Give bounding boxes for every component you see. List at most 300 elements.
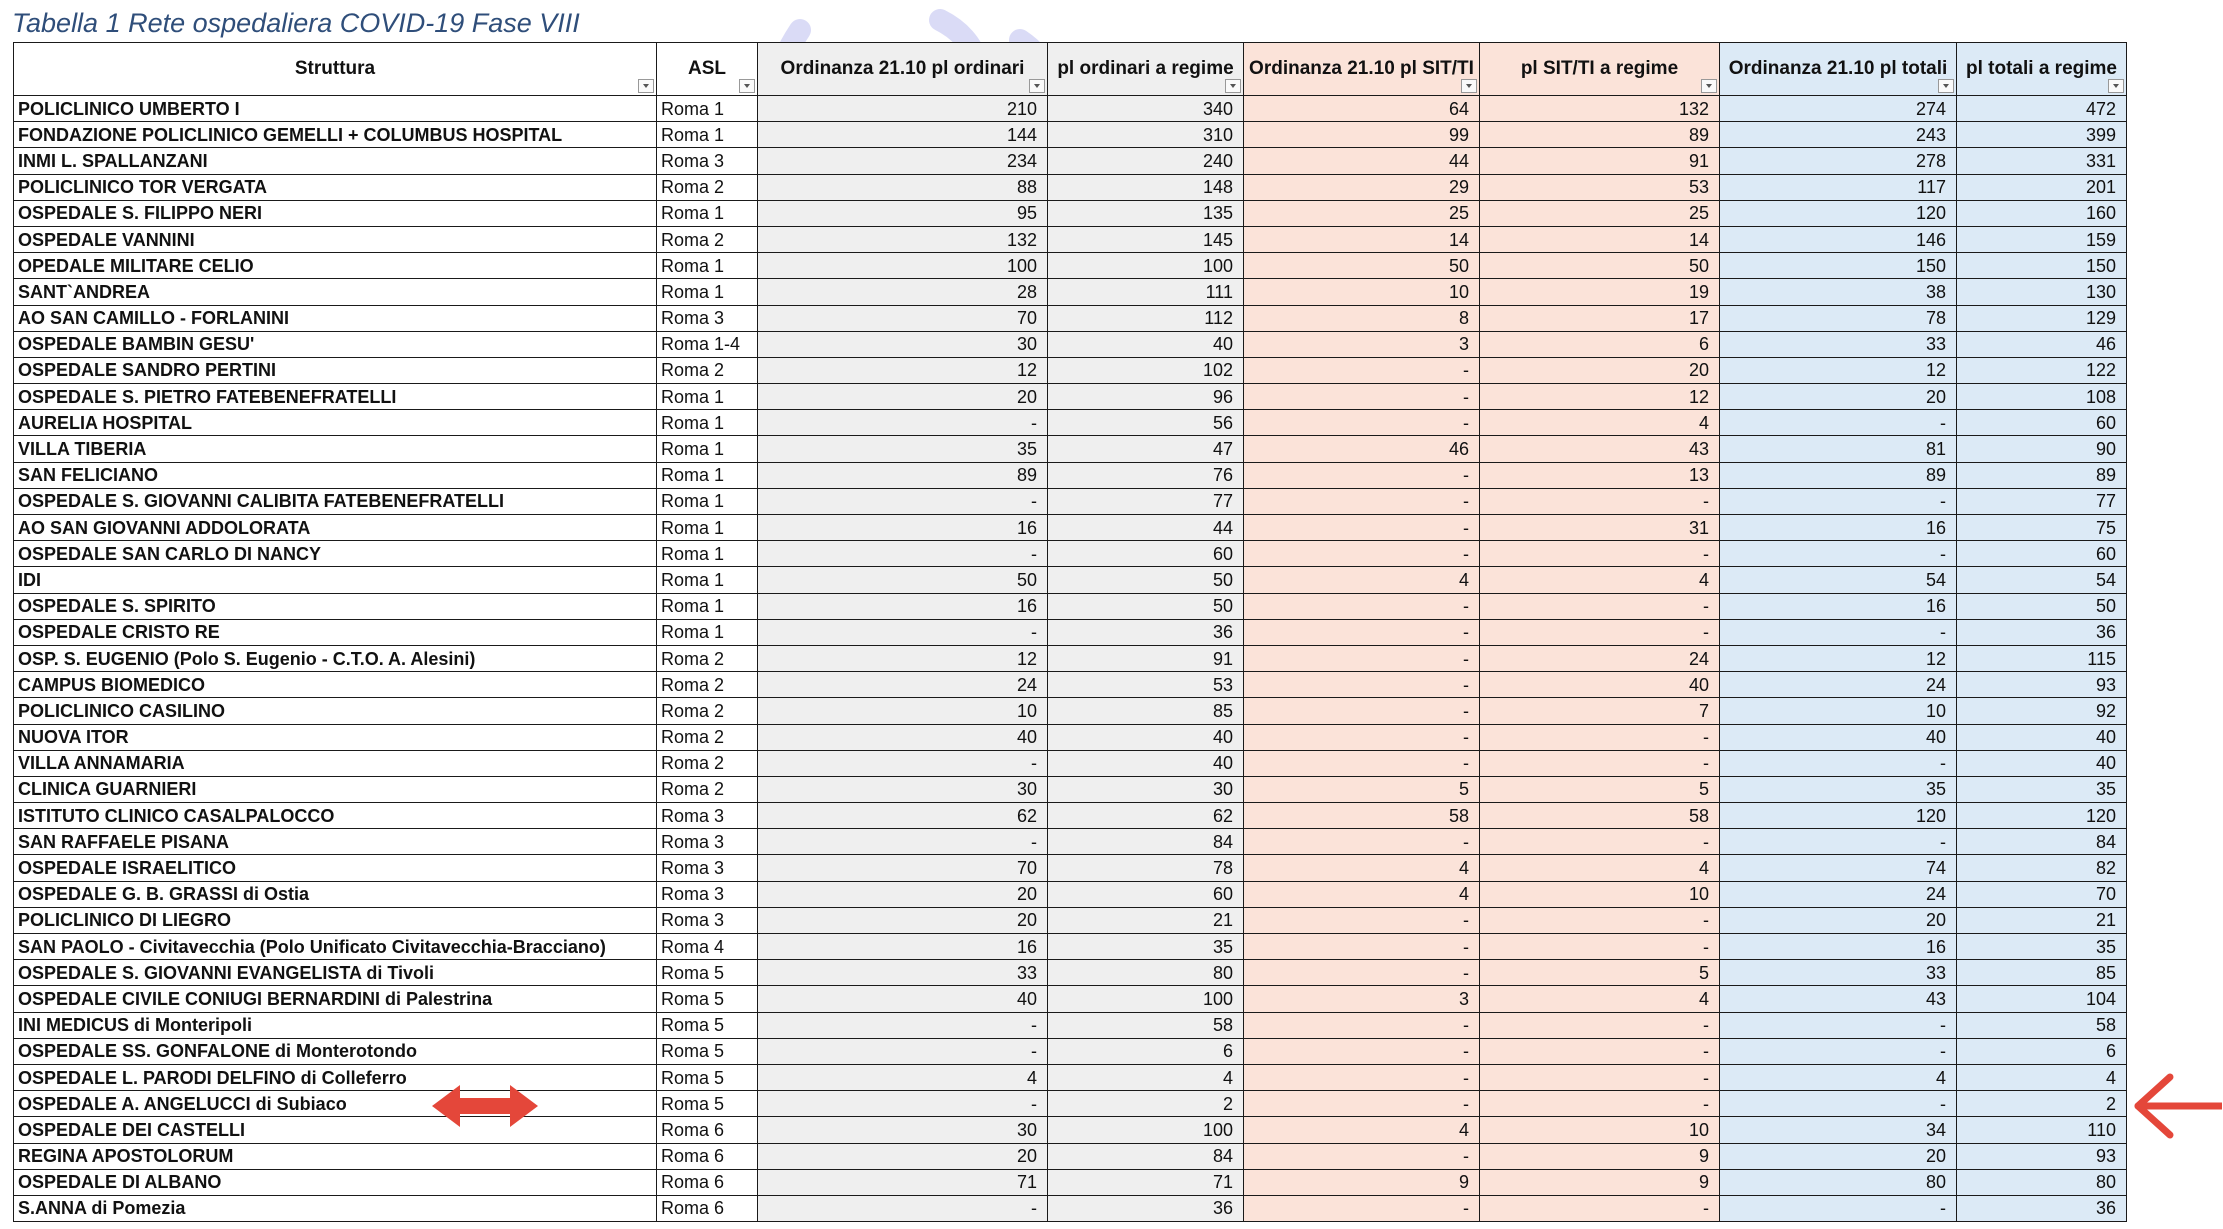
cell-totali-regime: 36 — [1957, 619, 2127, 645]
cell-ord-totali: 40 — [1720, 724, 1957, 750]
cell-struttura: OSPEDALE L. PARODI DELFINO di Colleferro — [14, 1064, 657, 1090]
left-arrow-icon — [2130, 1073, 2222, 1139]
cell-ord-sitti: - — [1244, 934, 1480, 960]
cell-ordinari-regime: 111 — [1048, 279, 1244, 305]
table-row — [14, 462, 2127, 488]
cell-totali-regime: 104 — [1957, 986, 2127, 1012]
table-row — [14, 357, 2127, 383]
cell-struttura: AO SAN GIOVANNI ADDOLORATA — [14, 515, 657, 541]
filter-dropdown-icon[interactable] — [2108, 79, 2124, 93]
cell-struttura: POLICLINICO CASILINO — [14, 698, 657, 724]
hospital-network-table — [13, 42, 2127, 1222]
cell-asl: Roma 1 — [657, 279, 758, 305]
cell-asl: Roma 3 — [657, 881, 758, 907]
cell-sitti-regime: 14 — [1480, 226, 1720, 252]
cell-ord-totali: - — [1720, 1012, 1957, 1038]
cell-totali-regime: 159 — [1957, 226, 2127, 252]
cell-sitti-regime: - — [1480, 1091, 1720, 1117]
cell-asl: Roma 1 — [657, 384, 758, 410]
cell-sitti-regime: 31 — [1480, 515, 1720, 541]
cell-struttura: SAN FELICIANO — [14, 462, 657, 488]
cell-struttura: OSP. S. EUGENIO (Polo S. Eugenio - C.T.O. A. Alesini) — [14, 645, 657, 671]
cell-totali-regime: 90 — [1957, 436, 2127, 462]
cell-ordinari-regime: 77 — [1048, 488, 1244, 514]
cell-totali-regime: 77 — [1957, 488, 2127, 514]
cell-ordinari-regime: 100 — [1048, 253, 1244, 279]
cell-ord-ordinari: 234 — [758, 148, 1048, 174]
cell-ord-sitti: 25 — [1244, 200, 1480, 226]
cell-sitti-regime: 4 — [1480, 410, 1720, 436]
cell-ord-sitti: - — [1244, 1064, 1480, 1090]
cell-struttura: OSPEDALE CIVILE CONIUGI BERNARDINI di Palestrina — [14, 986, 657, 1012]
header-sitti-regime — [1480, 43, 1720, 96]
filter-dropdown-icon[interactable] — [1225, 79, 1241, 93]
cell-sitti-regime: 43 — [1480, 436, 1720, 462]
cell-sitti-regime: - — [1480, 829, 1720, 855]
cell-ordinari-regime: 100 — [1048, 1117, 1244, 1143]
cell-totali-regime: 92 — [1957, 698, 2127, 724]
cell-ordinari-regime: 44 — [1048, 515, 1244, 541]
cell-totali-regime: 130 — [1957, 279, 2127, 305]
table-row — [14, 96, 2127, 122]
cell-ordinari-regime: 310 — [1048, 122, 1244, 148]
cell-ord-totali: 243 — [1720, 122, 1957, 148]
cell-ord-totali: - — [1720, 488, 1957, 514]
cell-struttura: REGINA APOSTOLORUM — [14, 1143, 657, 1169]
header-ord-ordinari — [758, 43, 1048, 96]
cell-ordinari-regime: 91 — [1048, 645, 1244, 671]
cell-struttura: ISTITUTO CLINICO CASALPALOCCO — [14, 803, 657, 829]
cell-sitti-regime: - — [1480, 593, 1720, 619]
cell-ord-sitti: - — [1244, 1143, 1480, 1169]
cell-struttura: FONDAZIONE POLICLINICO GEMELLI + COLUMBUS HOSPITAL — [14, 122, 657, 148]
header-label: Ordinanza 21.10 pl ordinari — [780, 58, 1025, 79]
cell-ord-sitti: 46 — [1244, 436, 1480, 462]
cell-ord-ordinari: 12 — [758, 357, 1048, 383]
cell-ordinari-regime: 53 — [1048, 672, 1244, 698]
cell-ord-sitti: - — [1244, 645, 1480, 671]
cell-sitti-regime: 5 — [1480, 960, 1720, 986]
cell-ord-sitti: 4 — [1244, 855, 1480, 881]
cell-ord-sitti: - — [1244, 1091, 1480, 1117]
cell-ord-totali: 20 — [1720, 1143, 1957, 1169]
cell-struttura: CLINICA GUARNIERI — [14, 776, 657, 802]
cell-asl: Roma 1 — [657, 515, 758, 541]
cell-ord-totali: 4 — [1720, 1064, 1957, 1090]
cell-asl: Roma 1 — [657, 410, 758, 436]
cell-sitti-regime: 50 — [1480, 253, 1720, 279]
table-row — [14, 410, 2127, 436]
cell-struttura: POLICLINICO UMBERTO I — [14, 96, 657, 122]
cell-ord-sitti: - — [1244, 1038, 1480, 1064]
cell-struttura: AURELIA HOSPITAL — [14, 410, 657, 436]
cell-asl: Roma 1 — [657, 96, 758, 122]
cell-ordinari-regime: 340 — [1048, 96, 1244, 122]
table-row — [14, 803, 2127, 829]
table-row — [14, 567, 2127, 593]
cell-ord-totali: 274 — [1720, 96, 1957, 122]
header-ord-sitti — [1244, 43, 1480, 96]
cell-ord-sitti: 14 — [1244, 226, 1480, 252]
cell-ord-sitti: 50 — [1244, 253, 1480, 279]
cell-ord-ordinari: 20 — [758, 1143, 1048, 1169]
filter-dropdown-icon[interactable] — [1461, 79, 1477, 93]
cell-asl: Roma 3 — [657, 305, 758, 331]
cell-ord-totali: 20 — [1720, 907, 1957, 933]
cell-ord-ordinari: 62 — [758, 803, 1048, 829]
cell-asl: Roma 5 — [657, 1091, 758, 1117]
table-row — [14, 986, 2127, 1012]
cell-ordinari-regime: 40 — [1048, 724, 1244, 750]
cell-totali-regime: 331 — [1957, 148, 2127, 174]
cell-ord-totali: 35 — [1720, 776, 1957, 802]
cell-ord-totali: 54 — [1720, 567, 1957, 593]
cell-ord-totali: 120 — [1720, 803, 1957, 829]
cell-struttura: OSPEDALE SANDRO PERTINI — [14, 357, 657, 383]
cell-struttura: CAMPUS BIOMEDICO — [14, 672, 657, 698]
cell-sitti-regime: - — [1480, 619, 1720, 645]
cell-sitti-regime: - — [1480, 488, 1720, 514]
cell-totali-regime: 110 — [1957, 1117, 2127, 1143]
cell-ord-sitti: 44 — [1244, 148, 1480, 174]
cell-ordinari-regime: 71 — [1048, 1169, 1244, 1195]
cell-sitti-regime: - — [1480, 1038, 1720, 1064]
cell-totali-regime: 80 — [1957, 1169, 2127, 1195]
cell-struttura: POLICLINICO DI LIEGRO — [14, 907, 657, 933]
cell-ord-sitti: 3 — [1244, 986, 1480, 1012]
cell-ord-ordinari: - — [758, 488, 1048, 514]
cell-ord-sitti: 5 — [1244, 776, 1480, 802]
cell-sitti-regime: - — [1480, 1012, 1720, 1038]
cell-ordinari-regime: 80 — [1048, 960, 1244, 986]
cell-totali-regime: 122 — [1957, 357, 2127, 383]
cell-struttura: OSPEDALE BAMBIN GESU' — [14, 331, 657, 357]
cell-ord-totali: 78 — [1720, 305, 1957, 331]
table-row — [14, 724, 2127, 750]
cell-ord-sitti: 4 — [1244, 567, 1480, 593]
cell-ordinari-regime: 96 — [1048, 384, 1244, 410]
cell-asl: Roma 1 — [657, 619, 758, 645]
cell-asl: Roma 1 — [657, 593, 758, 619]
cell-totali-regime: 70 — [1957, 881, 2127, 907]
cell-totali-regime: 2 — [1957, 1091, 2127, 1117]
table-row — [14, 200, 2127, 226]
cell-ord-totali: - — [1720, 410, 1957, 436]
cell-ord-ordinari: 70 — [758, 855, 1048, 881]
cell-asl: Roma 6 — [657, 1169, 758, 1195]
cell-ord-ordinari: - — [758, 410, 1048, 436]
header-ordinari-regime — [1048, 43, 1244, 96]
cell-ord-sitti: - — [1244, 698, 1480, 724]
cell-ordinari-regime: 50 — [1048, 567, 1244, 593]
cell-struttura: S.ANNA di Pomezia — [14, 1195, 657, 1221]
cell-ord-totali: - — [1720, 829, 1957, 855]
cell-asl: Roma 1 — [657, 488, 758, 514]
cell-asl: Roma 5 — [657, 986, 758, 1012]
cell-ord-ordinari: 210 — [758, 96, 1048, 122]
cell-struttura: OSPEDALE VANNINI — [14, 226, 657, 252]
cell-struttura: OSPEDALE SS. GONFALONE di Monterotondo — [14, 1038, 657, 1064]
cell-ord-sitti: - — [1244, 410, 1480, 436]
cell-asl: Roma 1 — [657, 122, 758, 148]
cell-totali-regime: 6 — [1957, 1038, 2127, 1064]
header-label: Struttura — [294, 58, 376, 79]
cell-ord-totali: 38 — [1720, 279, 1957, 305]
cell-ord-totali: 150 — [1720, 253, 1957, 279]
cell-asl: Roma 1 — [657, 567, 758, 593]
cell-ord-totali: 12 — [1720, 357, 1957, 383]
cell-struttura: OSPEDALE ISRAELITICO — [14, 855, 657, 881]
cell-asl: Roma 3 — [657, 907, 758, 933]
cell-ordinari-regime: 58 — [1048, 1012, 1244, 1038]
cell-totali-regime: 60 — [1957, 541, 2127, 567]
cell-ord-sitti: 3 — [1244, 331, 1480, 357]
cell-totali-regime: 58 — [1957, 1012, 2127, 1038]
cell-sitti-regime: 13 — [1480, 462, 1720, 488]
cell-totali-regime: 40 — [1957, 750, 2127, 776]
cell-sitti-regime: 12 — [1480, 384, 1720, 410]
cell-ordinari-regime: 84 — [1048, 1143, 1244, 1169]
cell-ord-totali: 80 — [1720, 1169, 1957, 1195]
cell-ord-sitti: - — [1244, 672, 1480, 698]
cell-ord-totali: 43 — [1720, 986, 1957, 1012]
cell-asl: Roma 2 — [657, 645, 758, 671]
cell-ord-ordinari: 16 — [758, 934, 1048, 960]
cell-sitti-regime: 20 — [1480, 357, 1720, 383]
header-struttura — [14, 43, 657, 96]
cell-struttura: OSPEDALE A. ANGELUCCI di Subiaco — [14, 1091, 657, 1117]
cell-asl: Roma 1 — [657, 462, 758, 488]
cell-asl: Roma 3 — [657, 148, 758, 174]
cell-struttura: SAN RAFFAELE PISANA — [14, 829, 657, 855]
cell-ord-sitti: - — [1244, 724, 1480, 750]
cell-sitti-regime: 9 — [1480, 1143, 1720, 1169]
cell-sitti-regime: 7 — [1480, 698, 1720, 724]
cell-totali-regime: 115 — [1957, 645, 2127, 671]
cell-ord-sitti: - — [1244, 357, 1480, 383]
cell-sitti-regime: - — [1480, 724, 1720, 750]
table-row — [14, 488, 2127, 514]
cell-totali-regime: 472 — [1957, 96, 2127, 122]
header-row — [14, 43, 2127, 96]
cell-struttura: SANT`ANDREA — [14, 279, 657, 305]
cell-struttura: POLICLINICO TOR VERGATA — [14, 174, 657, 200]
table-row — [14, 881, 2127, 907]
table-row — [14, 1038, 2127, 1064]
cell-ord-ordinari: 10 — [758, 698, 1048, 724]
cell-asl: Roma 6 — [657, 1143, 758, 1169]
cell-ordinari-regime: 36 — [1048, 1195, 1244, 1221]
cell-sitti-regime: 10 — [1480, 1117, 1720, 1143]
cell-totali-regime: 75 — [1957, 515, 2127, 541]
filter-dropdown-icon[interactable] — [1938, 79, 1954, 93]
cell-sitti-regime: - — [1480, 934, 1720, 960]
table-row — [14, 1169, 2127, 1195]
cell-struttura: OSPEDALE DI ALBANO — [14, 1169, 657, 1195]
table-row — [14, 541, 2127, 567]
table-row — [14, 855, 2127, 881]
cell-ordinari-regime: 85 — [1048, 698, 1244, 724]
cell-ordinari-regime: 35 — [1048, 934, 1244, 960]
cell-asl: Roma 1 — [657, 200, 758, 226]
cell-ord-ordinari: 88 — [758, 174, 1048, 200]
table-row — [14, 1012, 2127, 1038]
cell-totali-regime: 85 — [1957, 960, 2127, 986]
filter-dropdown-icon[interactable] — [739, 79, 755, 93]
cell-ord-ordinari: 20 — [758, 881, 1048, 907]
header-label: ASL — [688, 58, 726, 79]
cell-ordinari-regime: 112 — [1048, 305, 1244, 331]
cell-asl: Roma 2 — [657, 357, 758, 383]
cell-ord-ordinari: 24 — [758, 672, 1048, 698]
cell-asl: Roma 2 — [657, 750, 758, 776]
cell-sitti-regime: 6 — [1480, 331, 1720, 357]
table-row — [14, 122, 2127, 148]
header-totali-regime — [1957, 43, 2127, 96]
cell-ord-sitti: - — [1244, 515, 1480, 541]
cell-ord-totali: 12 — [1720, 645, 1957, 671]
table-row — [14, 305, 2127, 331]
header-ord-totali — [1720, 43, 1957, 96]
cell-asl: Roma 2 — [657, 776, 758, 802]
cell-asl: Roma 2 — [657, 174, 758, 200]
cell-sitti-regime: - — [1480, 541, 1720, 567]
cell-totali-regime: 21 — [1957, 907, 2127, 933]
cell-sitti-regime: 19 — [1480, 279, 1720, 305]
cell-ordinari-regime: 145 — [1048, 226, 1244, 252]
cell-struttura: OSPEDALE SAN CARLO DI NANCY — [14, 541, 657, 567]
cell-ord-ordinari: 40 — [758, 724, 1048, 750]
cell-sitti-regime: 10 — [1480, 881, 1720, 907]
cell-struttura: OSPEDALE S. PIETRO FATEBENEFRATELLI — [14, 384, 657, 410]
cell-ord-totali: 10 — [1720, 698, 1957, 724]
cell-ord-ordinari: 12 — [758, 645, 1048, 671]
cell-ord-sitti: - — [1244, 829, 1480, 855]
cell-ordinari-regime: 21 — [1048, 907, 1244, 933]
cell-ord-totali: 16 — [1720, 593, 1957, 619]
cell-ord-ordinari: - — [758, 750, 1048, 776]
cell-asl: Roma 5 — [657, 1038, 758, 1064]
cell-ord-ordinari: 35 — [758, 436, 1048, 462]
cell-ord-sitti: - — [1244, 1012, 1480, 1038]
cell-totali-regime: 160 — [1957, 200, 2127, 226]
table-row — [14, 174, 2127, 200]
filter-dropdown-icon[interactable] — [1029, 79, 1045, 93]
cell-ord-ordinari: 33 — [758, 960, 1048, 986]
table-row — [14, 1143, 2127, 1169]
cell-ord-sitti: - — [1244, 960, 1480, 986]
cell-ord-ordinari: 40 — [758, 986, 1048, 1012]
cell-sitti-regime: 53 — [1480, 174, 1720, 200]
cell-totali-regime: 35 — [1957, 934, 2127, 960]
cell-ord-totali: 278 — [1720, 148, 1957, 174]
cell-ord-ordinari: - — [758, 1091, 1048, 1117]
cell-sitti-regime: 24 — [1480, 645, 1720, 671]
cell-ord-ordinari: - — [758, 541, 1048, 567]
cell-ordinari-regime: 36 — [1048, 619, 1244, 645]
cell-ordinari-regime: 135 — [1048, 200, 1244, 226]
table-row — [14, 750, 2127, 776]
table-row — [14, 279, 2127, 305]
cell-ordinari-regime: 47 — [1048, 436, 1244, 462]
cell-ord-ordinari: - — [758, 619, 1048, 645]
cell-ord-sitti: - — [1244, 488, 1480, 514]
table-row — [14, 331, 2127, 357]
cell-asl: Roma 2 — [657, 226, 758, 252]
table-row — [14, 384, 2127, 410]
cell-ordinari-regime: 56 — [1048, 410, 1244, 436]
cell-totali-regime: 120 — [1957, 803, 2127, 829]
cell-struttura: OPEDALE MILITARE CELIO — [14, 253, 657, 279]
cell-sitti-regime: - — [1480, 1195, 1720, 1221]
cell-asl: Roma 3 — [657, 829, 758, 855]
cell-sitti-regime: 17 — [1480, 305, 1720, 331]
cell-ord-sitti: 29 — [1244, 174, 1480, 200]
cell-ord-ordinari: 50 — [758, 567, 1048, 593]
cell-ord-ordinari: 95 — [758, 200, 1048, 226]
filter-dropdown-icon[interactable] — [1701, 79, 1717, 93]
table-row — [14, 1064, 2127, 1090]
cell-ord-ordinari: 20 — [758, 907, 1048, 933]
cell-sitti-regime: 25 — [1480, 200, 1720, 226]
cell-asl: Roma 1 — [657, 541, 758, 567]
cell-struttura: OSPEDALE S. GIOVANNI CALIBITA FATEBENEFRATELLI — [14, 488, 657, 514]
cell-ordinari-regime: 6 — [1048, 1038, 1244, 1064]
cell-ordinari-regime: 62 — [1048, 803, 1244, 829]
cell-ord-totali: 89 — [1720, 462, 1957, 488]
table-row — [14, 907, 2127, 933]
cell-struttura: OSPEDALE S. SPIRITO — [14, 593, 657, 619]
cell-sitti-regime: 4 — [1480, 567, 1720, 593]
cell-totali-regime: 150 — [1957, 253, 2127, 279]
table-row — [14, 436, 2127, 462]
cell-ord-ordinari: 30 — [758, 776, 1048, 802]
cell-asl: Roma 3 — [657, 855, 758, 881]
table-row — [14, 1091, 2127, 1117]
cell-totali-regime: 89 — [1957, 462, 2127, 488]
cell-totali-regime: 35 — [1957, 776, 2127, 802]
cell-asl: Roma 1 — [657, 436, 758, 462]
cell-sitti-regime: - — [1480, 907, 1720, 933]
table-row — [14, 645, 2127, 671]
cell-totali-regime: 54 — [1957, 567, 2127, 593]
cell-ord-sitti: 64 — [1244, 96, 1480, 122]
cell-ord-ordinari: - — [758, 1038, 1048, 1064]
cell-ord-totali: 146 — [1720, 226, 1957, 252]
cell-sitti-regime: 4 — [1480, 986, 1720, 1012]
cell-ord-sitti: - — [1244, 750, 1480, 776]
cell-ord-ordinari: 4 — [758, 1064, 1048, 1090]
cell-ord-totali: 81 — [1720, 436, 1957, 462]
table-row — [14, 226, 2127, 252]
cell-ord-sitti: 4 — [1244, 1117, 1480, 1143]
cell-ordinari-regime: 148 — [1048, 174, 1244, 200]
cell-ord-ordinari: 70 — [758, 305, 1048, 331]
cell-asl: Roma 1-4 — [657, 331, 758, 357]
cell-ordinari-regime: 50 — [1048, 593, 1244, 619]
cell-ord-totali: 16 — [1720, 515, 1957, 541]
cell-ordinari-regime: 60 — [1048, 541, 1244, 567]
cell-struttura: VILLA TIBERIA — [14, 436, 657, 462]
filter-dropdown-icon[interactable] — [638, 79, 654, 93]
table-row — [14, 593, 2127, 619]
cell-ord-ordinari: 28 — [758, 279, 1048, 305]
cell-sitti-regime: 4 — [1480, 855, 1720, 881]
cell-struttura: OSPEDALE CRISTO RE — [14, 619, 657, 645]
cell-sitti-regime: 89 — [1480, 122, 1720, 148]
cell-sitti-regime: - — [1480, 750, 1720, 776]
header-label: pl ordinari a regime — [1057, 58, 1234, 79]
